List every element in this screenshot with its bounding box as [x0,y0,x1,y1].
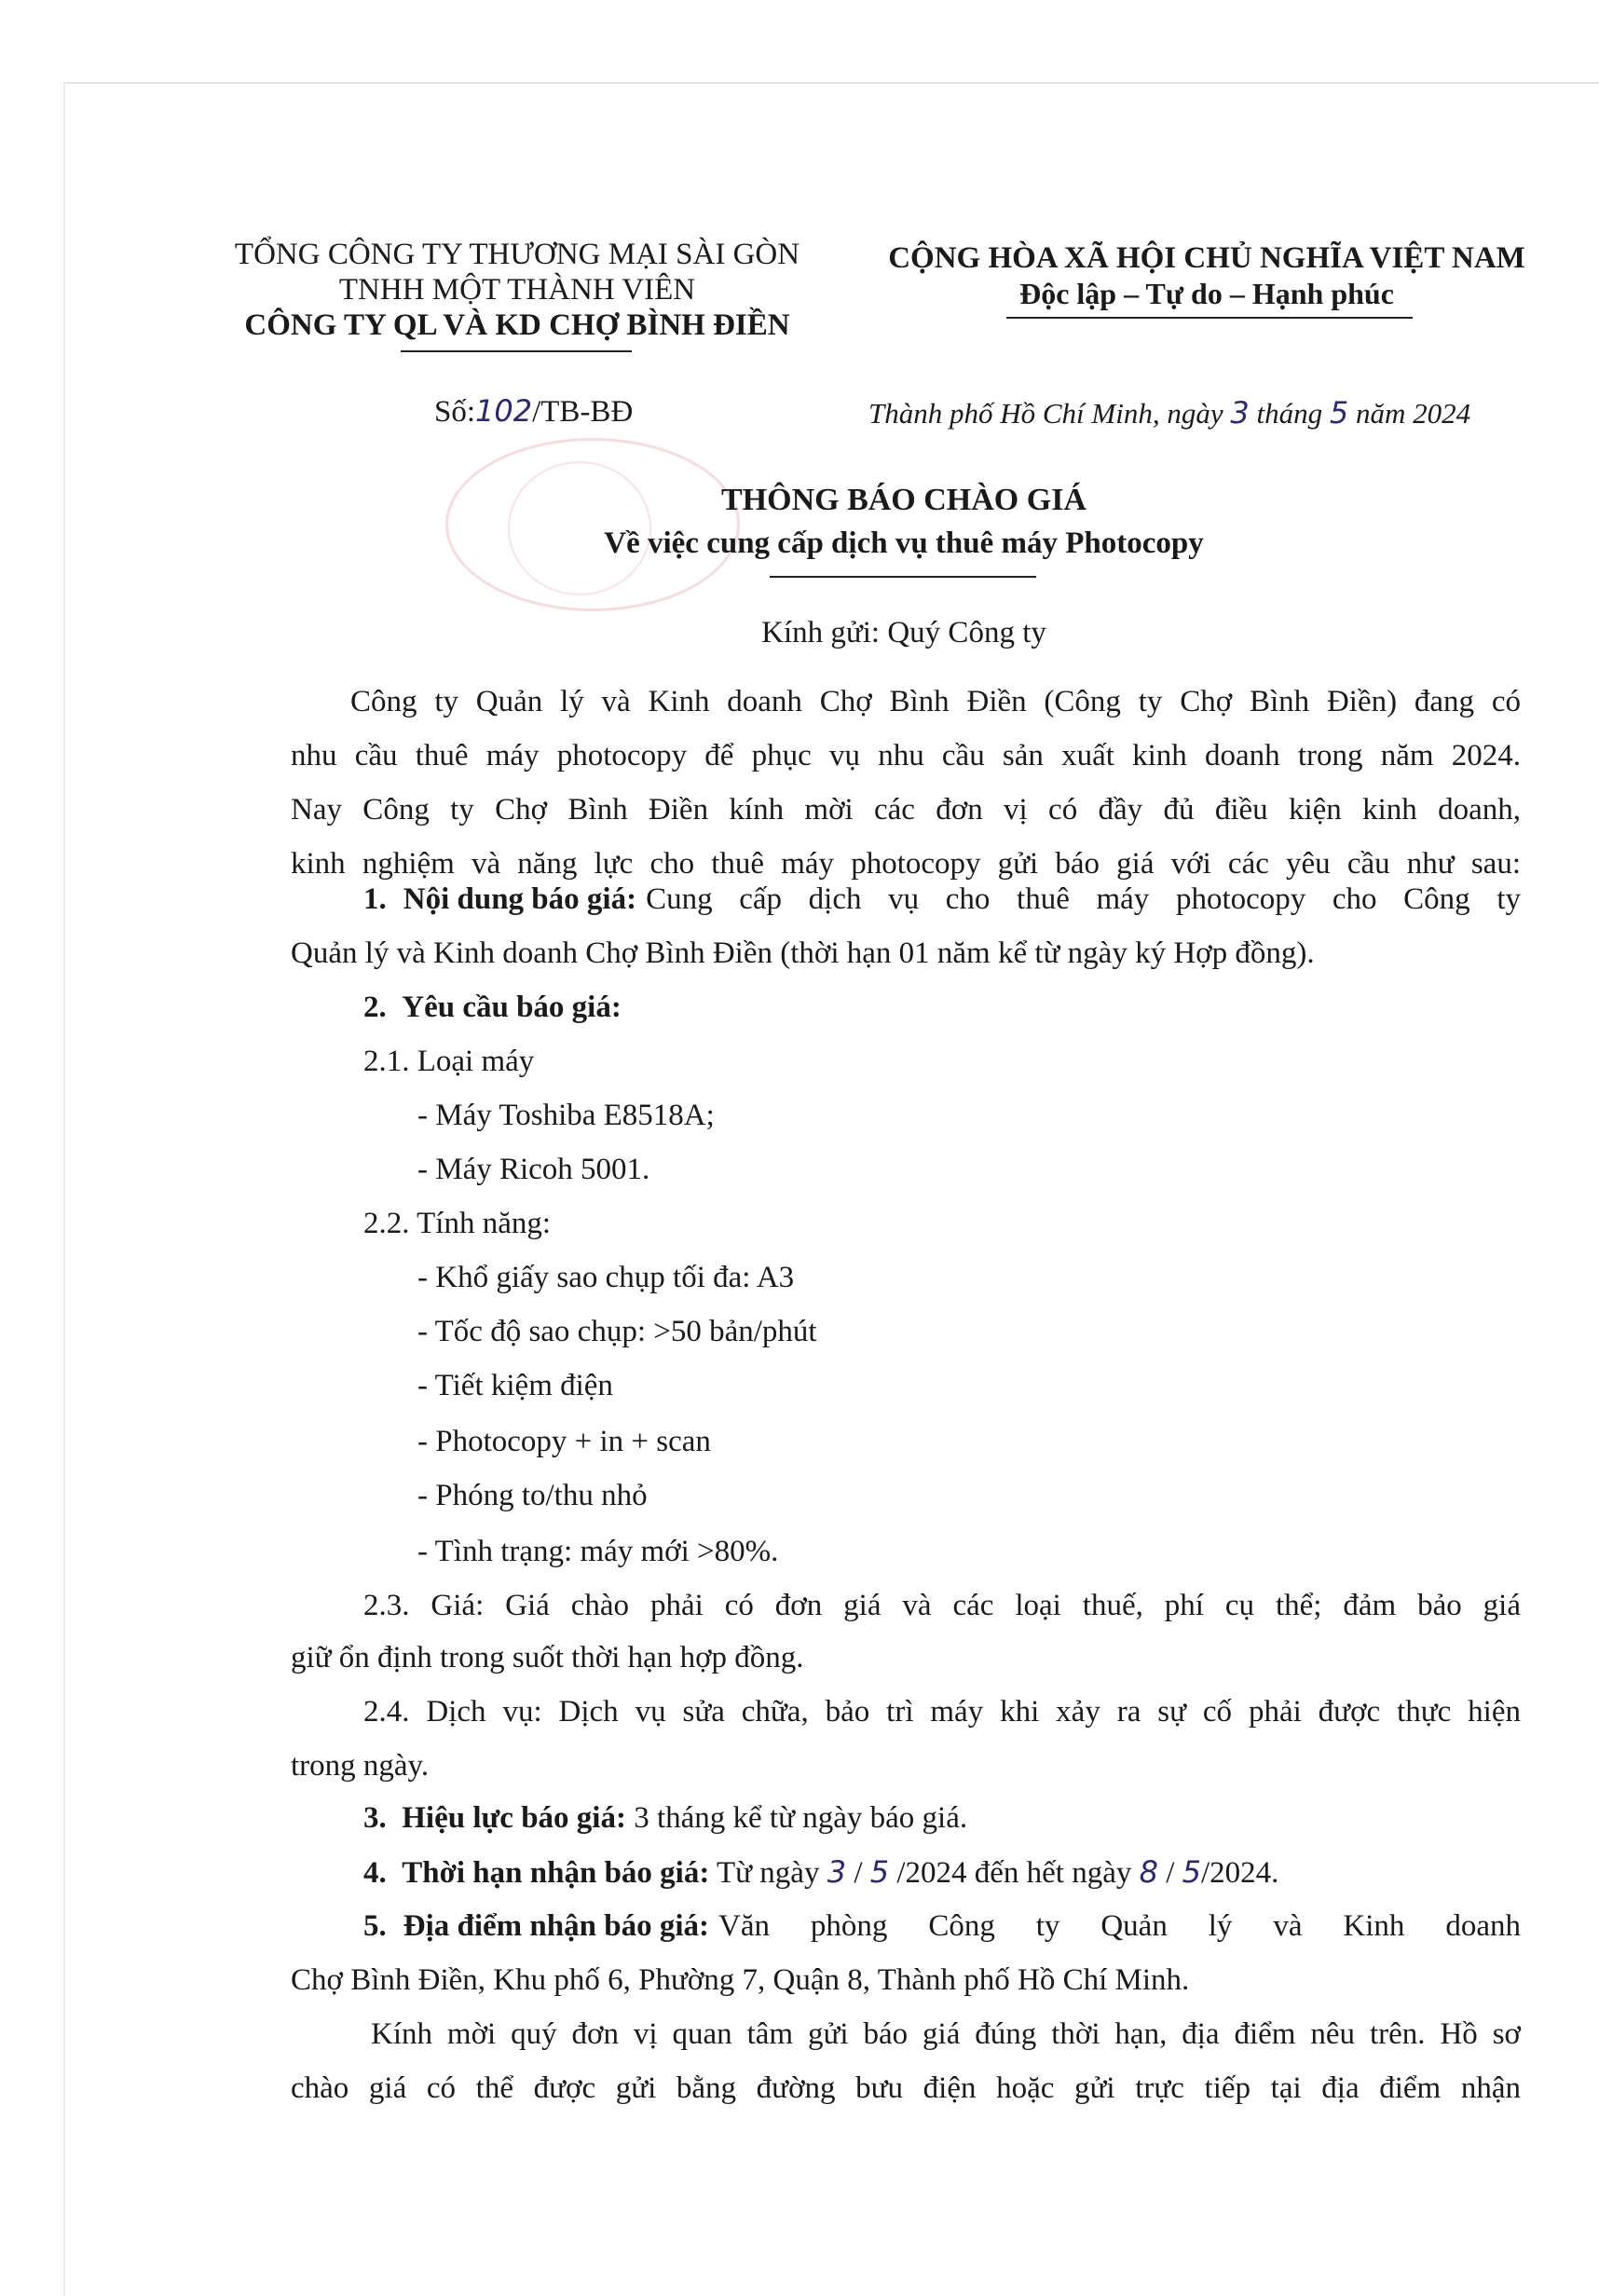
item5-number: 5. [363,1909,387,1943]
item4-to-day-handwritten: 8 [1139,1854,1158,1890]
notice-title: THÔNG BÁO CHÀO GIÁ [721,483,1086,517]
item3-label: Hiệu lực báo giá: [402,1801,626,1835]
item2-label: Yêu cầu báo giá: [402,991,622,1024]
doc-number [434,393,633,430]
doc-number-prefix: Số: [434,395,476,429]
item5-label: Địa điểm nhận báo giá: [403,1909,709,1943]
feature-item: - Phóng to/thu nhỏ [417,1479,648,1512]
issue-date [868,395,1470,431]
date-year: năm 2024 [1355,397,1471,430]
item2-heading [363,990,622,1025]
feature-item: - Khổ giấy sao chụp tối đa: A3 [417,1261,795,1294]
motto-underline [1006,317,1413,319]
item4-from-month-handwritten: 5 [869,1854,890,1890]
notice-subject: Về việc cung cấp dịch vụ thuê máy Photocopy [604,526,1204,560]
section-2-3-line-1: 2.3. Giá: Giá chào phải có đơn giá và các loại thuế, phí cụ thể; đảm bảo giá [363,1589,1521,1622]
date-month-label: tháng [1256,397,1323,430]
section-2-4-line-2: trong ngày. [291,1749,430,1783]
item5-text-a: Văn phòng Công ty Quản lý và Kinh doanh [718,1909,1521,1943]
intro-line-4: kinh nghiệm và năng lực cho thuê máy photocopy gửi báo giá với các yêu cầu như sau: [291,847,1521,881]
section-2-4-line-1: 2.4. Dịch vụ: Dịch vụ sửa chữa, bảo trì máy khi xảy ra sự cố phải được thực hiện [363,1695,1521,1729]
section-2-3-line-2: giữ ổn định trong suốt thời hạn hợp đồng. [291,1641,804,1674]
feature-item: - Photocopy + in + scan [417,1425,711,1458]
item4-slash: / [854,1856,863,1890]
org-underline [401,350,632,352]
date-month-handwritten: 5 [1329,395,1349,430]
doc-number-suffix: /TB-BĐ [532,395,634,429]
item4-to-month-handwritten: 5 [1182,1854,1202,1890]
date-day-handwritten: 3 [1230,395,1250,430]
item3-text: 3 tháng kể từ ngày báo giá. [634,1801,968,1835]
item4-from-day-handwritten: 3 [827,1854,847,1890]
subject-underline [770,576,1036,578]
item3-number: 3. [363,1801,387,1835]
org-name: CÔNG TY QL VÀ KD CHỢ BÌNH ĐIỀN [244,308,790,342]
item4-year: /2024. [1201,1856,1279,1890]
item1-label: Nội dung báo giá: [403,882,637,916]
item1-number: 1. [363,882,387,916]
feature-item: - Tốc độ sao chụp: >50 bản/phút [417,1315,817,1348]
closing-line-1: Kính mời quý đơn vị quan tâm gửi báo giá đúng thời hạn, địa điểm nêu trên. Hồ sơ [371,2017,1521,2051]
item5-line-2: Chợ Bình Điền, Khu phố 6, Phường 7, Quận 8, Thành phố Hồ Chí Minh. [291,1963,1190,1997]
doc-number-handwritten: 102 [475,393,533,429]
scan-edge-top [63,82,1599,84]
item2-number: 2. [363,991,387,1024]
nation-motto: Độc lập – Tự do – Hạnh phúc [1019,277,1394,310]
item1-line-2: Quản lý và Kinh doanh Chợ Bình Điền (thời hạn 01 năm kể từ ngày ký Hợp đồng). [291,936,1315,970]
section-2-1: 2.1. Loại máy [363,1045,535,1078]
feature-item: - Tình trạng: máy mới >80%. [417,1535,779,1568]
item1-line-1 [363,882,1521,917]
closing-line-2: chào giá có thể được gửi bằng đường bưu điện hoặc gửi trực tiếp tại địa điểm nhận [291,2071,1521,2105]
intro-line-1: Công ty Quản lý và Kinh doanh Chợ Bình Điền (Công ty Chợ Bình Điền) đang có [350,685,1521,718]
item4-number: 4. [363,1856,387,1890]
intro-line-3: Nay Công ty Chợ Bình Điền kính mời các đơn vị có đầy đủ điều kiện kinh doanh, [291,793,1521,827]
org-parent-line2: TNHH MỘT THÀNH VIÊN [338,273,696,307]
feature-item: - Tiết kiệm điện [417,1369,613,1402]
section-2-2: 2.2. Tính năng: [363,1207,552,1240]
salutation: Kính gửi: Quý Công ty [761,616,1046,649]
item4-to-label: /2024 đến hết ngày [896,1856,1132,1890]
scan-edge-left [63,82,65,2296]
org-parent-line1: TỔNG CÔNG TY THƯƠNG MẠI SÀI GÒN [234,238,800,271]
item3 [363,1800,967,1836]
nation-title: CỘNG HÒA XÃ HỘI CHỦ NGHĨA VIỆT NAM [888,241,1525,275]
item4-slash: / [1166,1856,1175,1890]
item1-text-a: Cung cấp dịch vụ cho thuê máy photocopy cho Công ty [646,882,1521,916]
intro-line-2: nhu cầu thuê máy photocopy để phục vụ nhu cầu sản xuất kinh doanh trong năm 2024. [291,739,1521,772]
item5-line-1 [363,1908,1521,1944]
machine-item: - Máy Toshiba E8518A; [417,1099,715,1132]
item4-from-label: Từ ngày [717,1856,820,1890]
machine-item: - Máy Ricoh 5001. [417,1153,650,1186]
item4-label: Thời hạn nhận báo giá: [402,1856,710,1890]
item4 [363,1854,1278,1891]
date-prefix: Thành phố Hồ Chí Minh, ngày [868,397,1223,430]
